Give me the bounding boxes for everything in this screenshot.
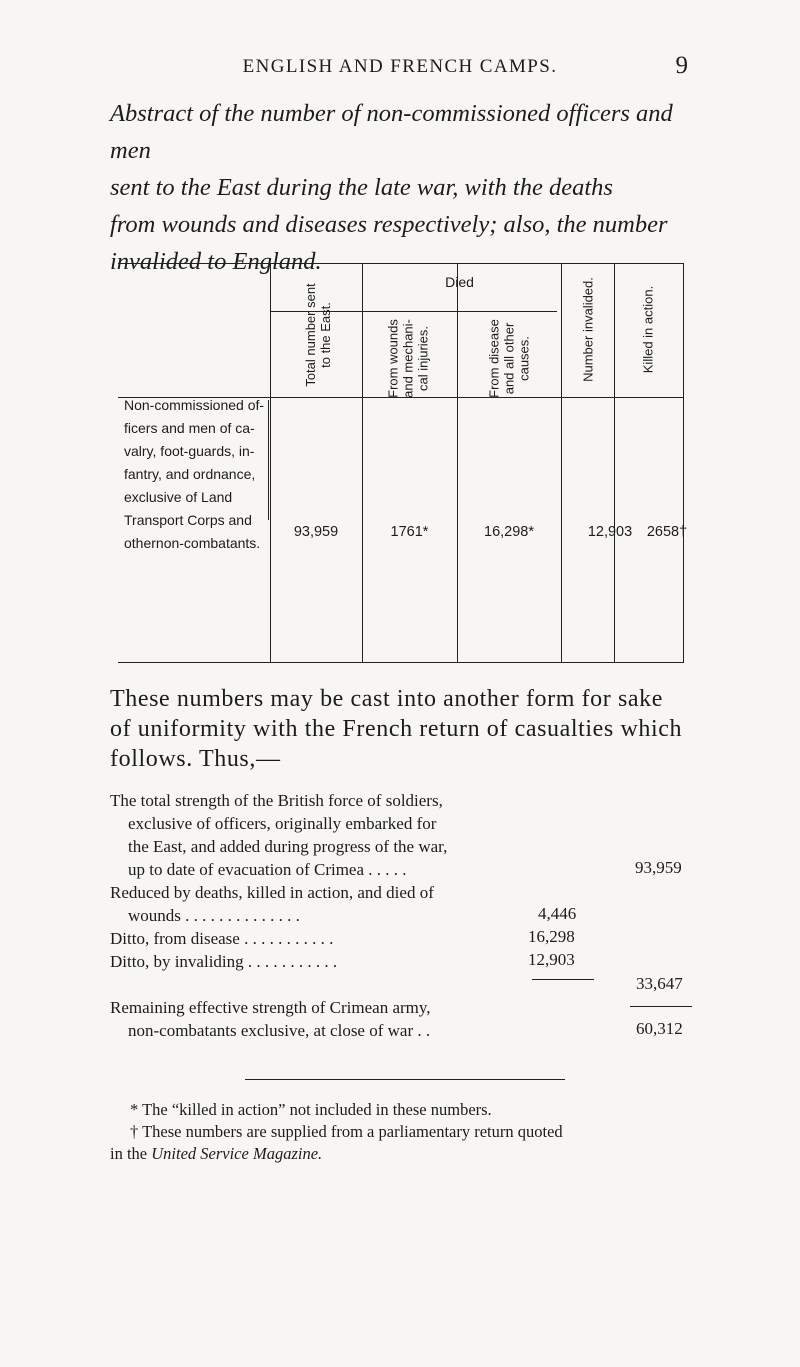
table-column-line — [683, 264, 684, 662]
cell-total-sent: 93,959 — [293, 524, 339, 540]
casualty-table — [118, 263, 688, 663]
source-title: United Service Magazine. — [151, 1144, 323, 1163]
footnote-source: † These numbers are supplied from a parliamentary return quoted — [130, 1122, 563, 1141]
table-column-line — [362, 264, 363, 662]
statement-remaining: Remaining effective strength of Crimean army, non-combatants exclusive, at close of war . . — [110, 998, 431, 1040]
footnotes — [110, 1099, 730, 1165]
table-column-line — [561, 264, 562, 662]
cell-number-invalided: 12,903 — [587, 524, 633, 540]
footnote-killed: * The “killed in action” not included in these numbers. — [130, 1100, 492, 1119]
footnote-rule — [245, 1079, 565, 1080]
header-killed-in-action: Killed in action. — [640, 285, 656, 374]
header-died: Died — [445, 274, 474, 290]
abstract-title-line: sent to the East during the late war, with the deaths — [110, 174, 613, 201]
running-head-title: ENGLISH AND FRENCH CAMPS. — [242, 56, 558, 77]
statement-reduced: Reduced by deaths, killed in action, and died of wounds . . . . . . . . . . . . . . — [110, 883, 434, 925]
header-from-wounds: From wounds and mechani- cal injuries. — [385, 319, 431, 398]
page-number: 9 — [675, 52, 688, 79]
row-label-brace — [258, 400, 269, 520]
table-column-line — [457, 264, 458, 662]
abstract-title-line: Abstract of the number of non-commissioned officers and men — [110, 100, 673, 164]
cell-from-wounds: 1761* — [390, 524, 429, 540]
value-disease: 16,298 — [528, 927, 575, 946]
value-subtotal: 33,647 — [636, 974, 683, 993]
statement-disease: Ditto, from disease . . . . . . . . . . . — [110, 929, 334, 948]
header-number-invalided: Number invalided. — [580, 277, 596, 382]
statement-invaliding: Ditto, by invaliding . . . . . . . . . . . — [110, 952, 338, 971]
abstract-title-line: from wounds and diseases respectively; also, the number — [110, 211, 668, 238]
header-total-sent: Total number sent to the East. — [303, 283, 333, 387]
table-column-line — [614, 264, 615, 662]
cell-from-disease: 16,298* — [484, 524, 534, 540]
value-total-strength: 93,959 — [635, 858, 682, 877]
body-paragraph: These numbers may be cast into another form for sake of uniformity with the French return of casualties which follows. Thus,— — [110, 686, 683, 772]
footnote-source-cont: in the United Service Magazine. — [110, 1144, 323, 1163]
abstract-title-line: invalided to England. — [110, 248, 322, 275]
statement-total: The total strength of the British force of soldiers, exclusive of officers, originally embarked for the East, and added during progress of the war, up to date of evacuation of Crimea . . . . . — [110, 791, 448, 879]
cell-killed-in-action: 2658† — [646, 524, 688, 540]
subtotal-rule — [532, 979, 594, 980]
row-label: Non-commissioned of- ficers and men of ca- valry, foot-guards, in- fantry, and ordnance, exclusive of Land Transport Corps and othernon-combatants. — [124, 397, 265, 551]
running-head — [0, 52, 800, 82]
value-killed-wounds: 4,446 — [538, 904, 577, 923]
table-column-line — [270, 264, 271, 662]
header-from-disease: From disease and all other causes. — [486, 319, 532, 398]
value-invaliding: 12,903 — [528, 950, 575, 969]
abstract-title — [110, 95, 710, 280]
value-remaining: 60,312 — [636, 1019, 683, 1038]
